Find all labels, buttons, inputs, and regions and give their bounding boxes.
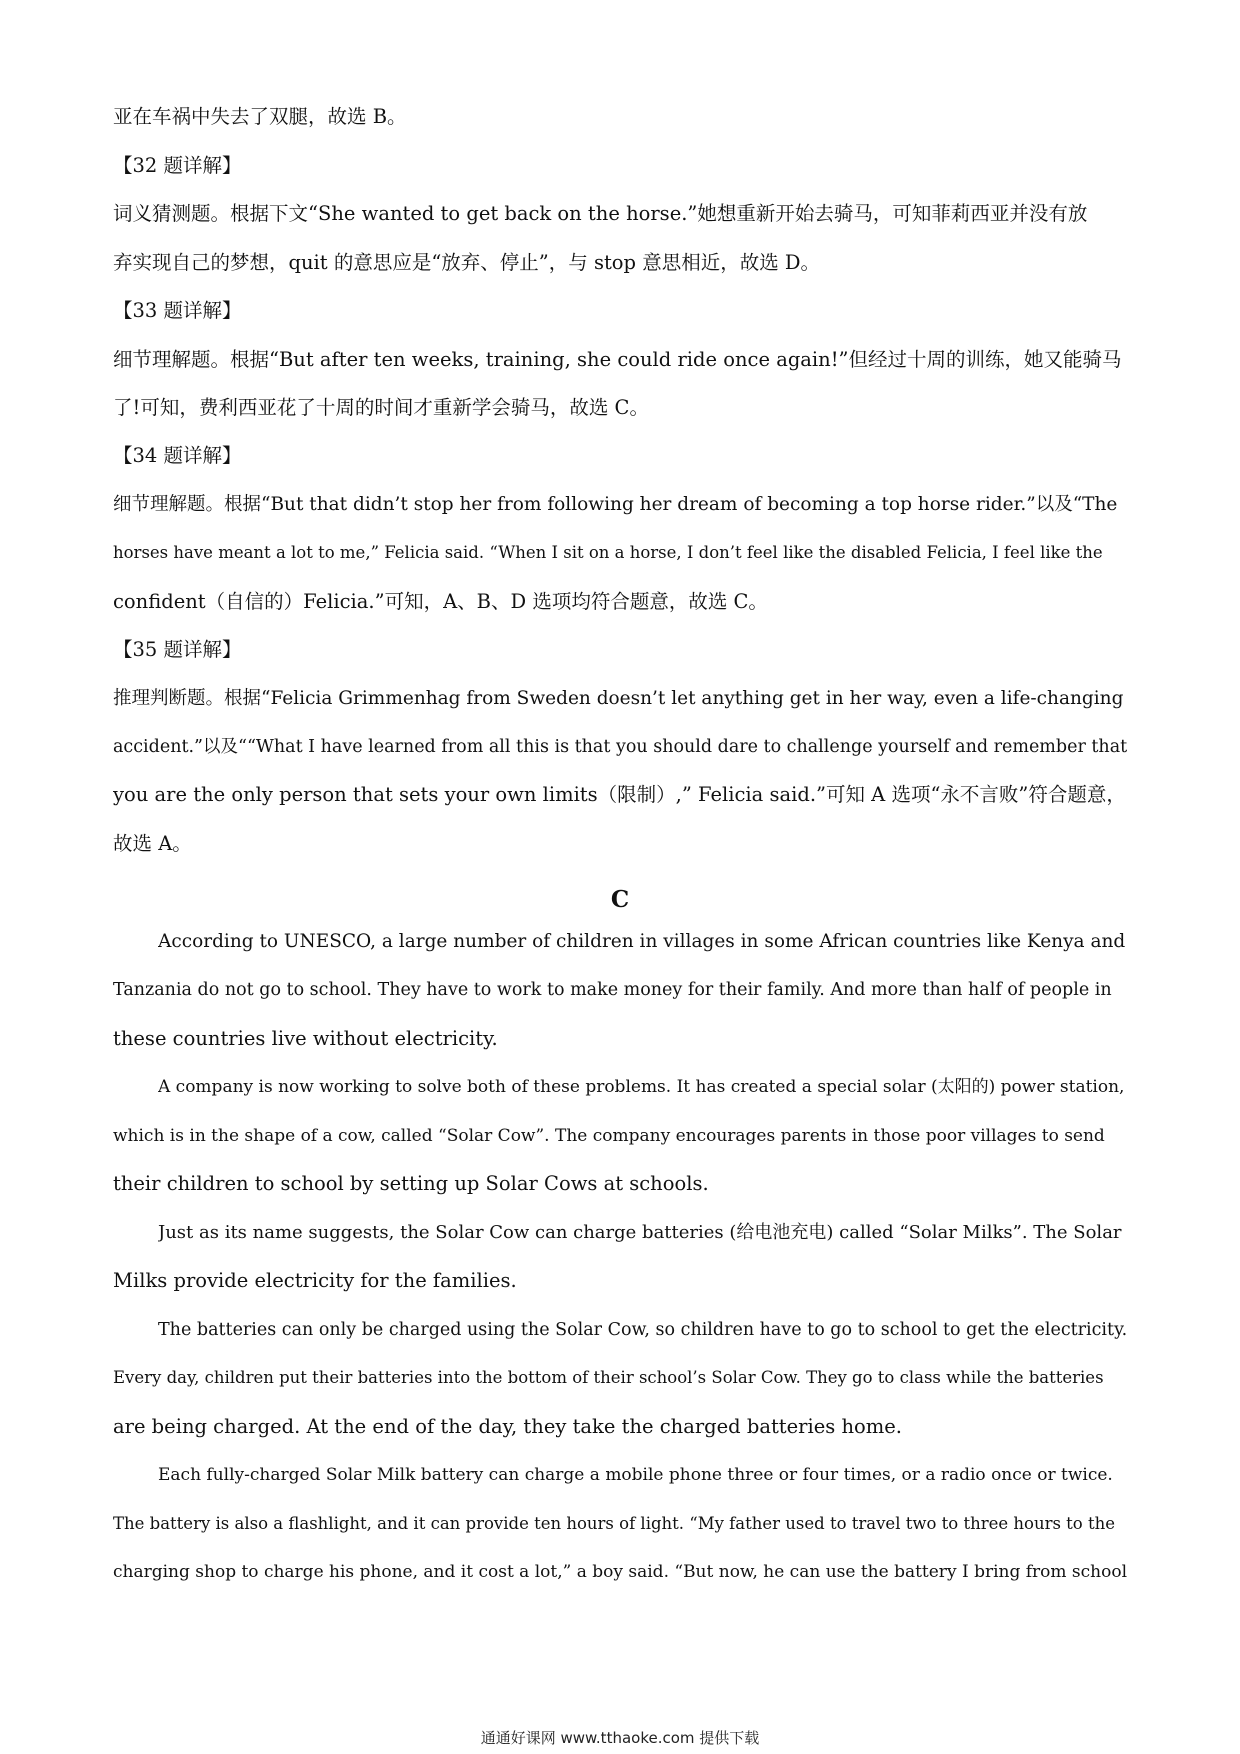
passage-line: Just as its name suggests, the Solar Cow can charge batteries (给电池充电) called “Solar Milks”. The Solar: [158, 1222, 1122, 1243]
answer-line: 细节理解题。根据“But after ten weeks, training, she could ride once again!”但经过十周的训练，她又能骑马: [113, 348, 1122, 371]
answer-line: 词义猜测题。根据下文“She wanted to get back on the horse.”她想重新开始去骑马，可知菲莉西亚并没有放: [113, 202, 1088, 225]
answer-line: 了!可知，费利西亚花了十周的时间才重新学会骑马，故选 C。: [113, 396, 649, 419]
answer-line: you are the only person that sets your own limits（限制）,” Felicia said.”可知 A 选项“永不言败”符合题意，: [113, 783, 1126, 806]
answer-line: 亚在车祸中失去了双腿，故选 B。: [113, 105, 407, 128]
passage-line: A company is now working to solve both of these problems. It has created a special solar (太阳的) power station,: [158, 1077, 1125, 1097]
passage-line: charging shop to charge his phone, and it cost a lot,” a boy said. “But now, he can use the battery I bring from school: [113, 1562, 1128, 1582]
question-heading-35: 【35 题详解】: [113, 638, 242, 661]
question-heading-32: 【32 题详解】: [113, 154, 242, 177]
question-heading-34: 【34 题详解】: [113, 444, 242, 467]
answer-line: 弃实现自己的梦想，quit 的意思应是“放弃、停止”，与 stop 意思相近，故选 D。: [113, 251, 821, 274]
passage-line: Milks provide electricity for the families.: [113, 1269, 517, 1292]
answer-line: 细节理解题。根据“But that didn’t stop her from following her dream of becoming a top horse rider.”以及“The: [113, 494, 1118, 515]
passage-line: The battery is also a flashlight, and it can provide ten hours of light. “My father used to travel two to three hours to the: [113, 1514, 1115, 1533]
passage-line: these countries live without electricity.: [113, 1027, 498, 1050]
answer-line: confident（自信的）Felicia.”可知，A、B、D 选项均符合题意，故选 C。: [113, 590, 768, 613]
passage-line: The batteries can only be charged using the Solar Cow, so children have to go to school to get the electricity.: [158, 1320, 1128, 1340]
page-footer: 通通好课网 www.tthaoke.com 提供下载: [480, 1729, 760, 1747]
answer-line: 推理判断题。根据“Felicia Grimmenhag from Sweden doesn’t let anything get in her way, even a life-changing: [113, 688, 1124, 709]
passage-line: are being charged. At the end of the day, they take the charged batteries home.: [113, 1415, 903, 1438]
answer-line: accident.”以及““What I have learned from all this is that you should dare to challenge yourself and remember that: [113, 737, 1128, 757]
section-heading: C: [610, 886, 630, 913]
passage-line: According to UNESCO, a large number of children in villages in some African countries like Kenya and: [158, 931, 1126, 952]
passage-line: Every day, children put their batteries into the bottom of their school’s Solar Cow. They go to class while the batteries: [113, 1368, 1104, 1387]
passage-line: Tanzania do not go to school. They have to work to make money for their family. And more than half of people in: [113, 980, 1112, 1000]
passage-line: Each fully-charged Solar Milk battery can charge a mobile phone three or four times, or a radio once or twice.: [158, 1465, 1113, 1485]
question-heading-33: 【33 题详解】: [113, 299, 242, 322]
passage-line: their children to school by setting up Solar Cows at schools.: [113, 1172, 709, 1195]
answer-line: 故选 A。: [113, 832, 192, 855]
answer-line: horses have meant a lot to me,” Felicia said. “When I sit on a horse, I don’t feel like the disabled Felicia, I feel like the: [113, 543, 1103, 562]
passage-line: which is in the shape of a cow, called “Solar Cow”. The company encourages parents in those poor villages to send: [113, 1126, 1105, 1146]
